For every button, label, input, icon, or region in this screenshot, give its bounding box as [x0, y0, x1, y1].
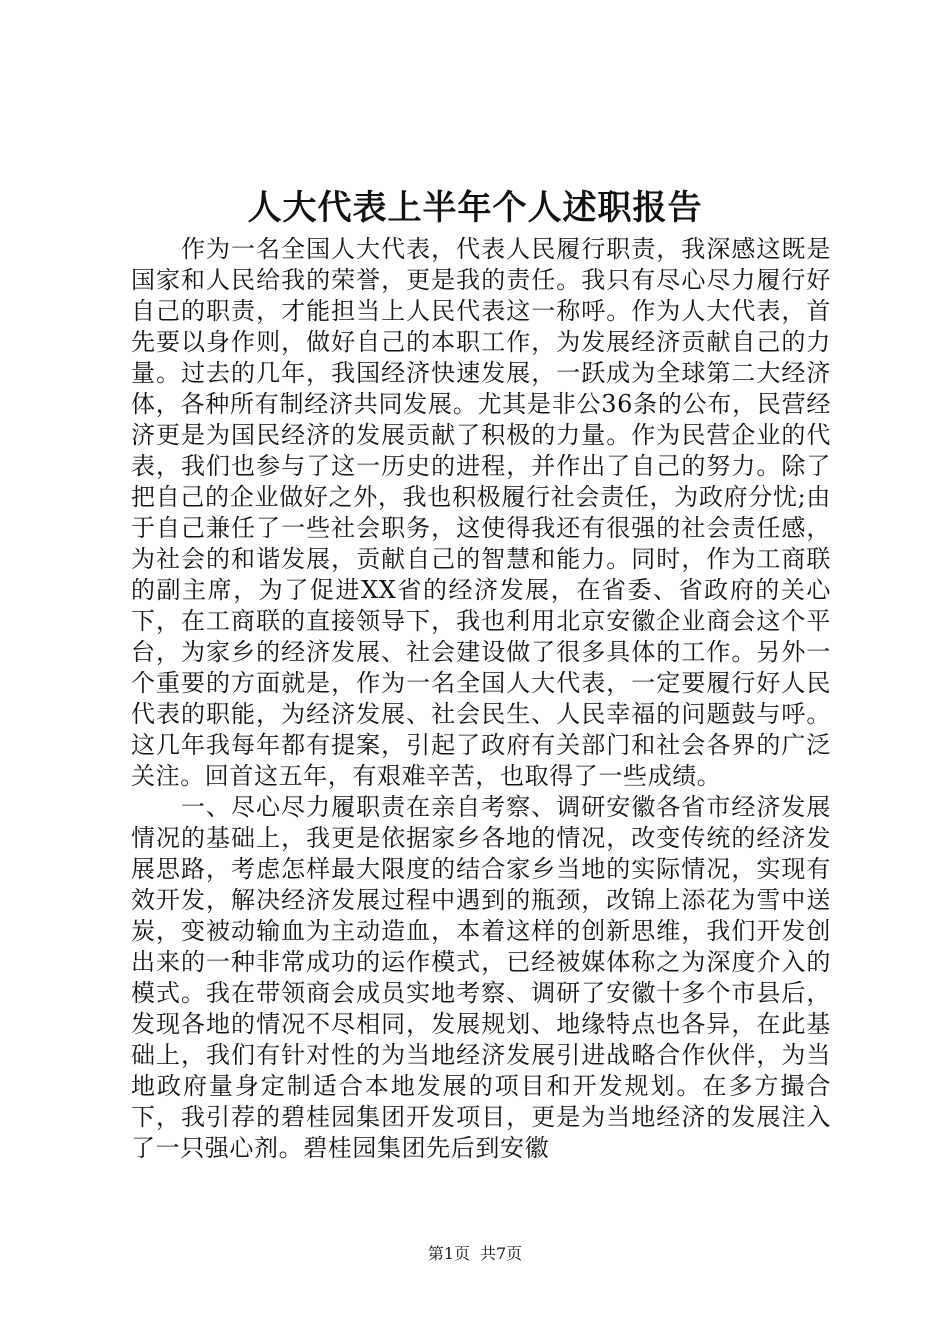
page-number-current: 第1页	[427, 1244, 470, 1263]
paragraph-section-one: 一、尽心尽力履职责在亲自考察、调研安徽各省市经济发展情况的基础上，我更是依据家乡各地的情况，改变传统的经济发展思路，考虑怎样最大限度的结合家乡当地的实际情况，实现有效开发，解决经济发展过程中遇到的瓶颈，改锦上添花为雪中送炭，变被动输血为主动造血，本着这样的创新思维，我们开发创出来的一种非常成功的运作模式，已经被媒体称之为深度介入的模式。我在带领商会成员实地考察、调研了安徽十多个市县后，发现各地的情况不尽相同，发展规划、地缘特点也各异，在此基础上，我们有针对性的为当地经济发展引进战略合作伙伴，为当地政府量身定制适合本地发展的项目和开发规划。在多方撮合下，我引荐的碧桂园集团开发项目，更是为当地经济的发展注入了一只强心剂。碧桂园集团先后到安徽	[131, 793, 831, 1162]
page-number-total: 共7页	[480, 1244, 523, 1263]
paragraph-intro: 作为一名全国人大代表，代表人民履行职责，我深感这既是国家和人民给我的荣誉，更是我的责任。我只有尽心尽力履行好自己的职责，才能担当上人民代表这一称呼。作为人大代表，首先要以身作则，做好自己的本职工作，为发展经济贡献自己的力量。过去的几年，我国经济快速发展，一跃成为全球第二大经济体，各种所有制经济共同发展。尤其是非公36条的公布，民营经济更是为国民经济的发展贡献了积极的力量。作为民营企业的代表，我们也参与了这一历史的进程，并作出了自己的努力。除了把自己的企业做好之外，我也积极履行社会责任，为政府分忧;由于自己兼任了一些社会职务，这使得我还有很强的社会责任感，为社会的和谐发展，贡献自己的智慧和能力。同时，作为工商联的副主席，为了促进XX省的经济发展，在省委、省政府的关心下，在工商联的直接领导下，我也利用北京安徽企业商会这个平台，为家乡的经济发展、社会建设做了很多具体的工作。另外一个重要的方面就是，作为一名全国人大代表，一定要履行好人民代表的职能，为经济发展、社会民生、人民幸福的问题鼓与呼。这几年我每年都有提案，引起了政府有关部门和社会各界的广泛关注。回首这五年，有艰难辛苦，也取得了一些成绩。	[131, 235, 831, 790]
page-footer	[0, 1243, 950, 1265]
document-title: 人大代表上半年个人述职报告	[247, 188, 703, 228]
document-body	[131, 234, 831, 1164]
